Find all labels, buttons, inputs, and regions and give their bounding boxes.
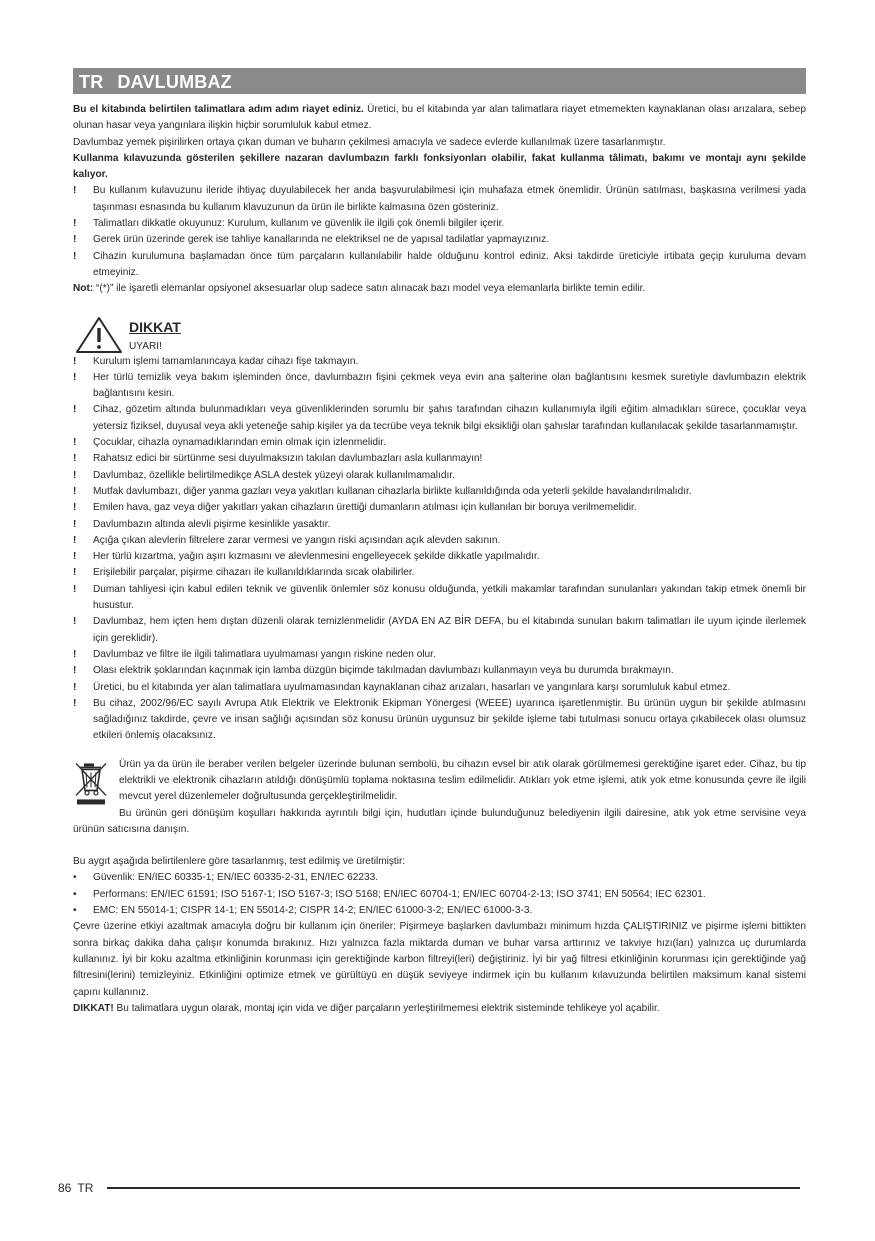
exclamation-mark: ! bbox=[73, 502, 77, 514]
list-item: ! Davlumbazın altında alevli pişirme kesinlikle yasaktır. bbox=[73, 517, 806, 533]
list-item: ! Talimatları dikkatle okuyunuz: Kurulum, kullanım ve güvenlik ile ilgili çok önemli bilgiler içerir. bbox=[73, 216, 806, 232]
exclamation-mark: ! bbox=[73, 437, 77, 449]
footer-language: TR bbox=[77, 1181, 94, 1195]
weee-section bbox=[73, 757, 806, 806]
intro-bold: Bu el kitabında belirtilen talimatlara adım adım riayet ediniz. bbox=[73, 104, 364, 115]
manual-page bbox=[73, 68, 806, 1017]
exclamation-mark: ! bbox=[73, 218, 77, 230]
language-code: TR bbox=[79, 72, 104, 92]
exclamation-mark: ! bbox=[73, 469, 77, 481]
list-item: ! Her türlü kızartma, yağın aşırı kızmasını ve alevlenmesini engelleyecek şekilde dikkatle yapılmalıdır. bbox=[73, 549, 806, 565]
exclamation-mark: ! bbox=[73, 250, 77, 262]
exclamation-mark: ! bbox=[73, 404, 77, 416]
list-item: ! Davlumbaz, özellikle belirtilmedikçe ASLA destek yüzeyi olarak kullanılmamalıdır. bbox=[73, 468, 806, 484]
intro-rest: Üretici, bu el kitabında yar alan talimatlara riayet etmemekten kaynaklanan olası arızalara, sebep olunan hasar veya yangınlara ilişkin hiçbir sorumluluk kabul etmez. bbox=[73, 104, 806, 132]
list-item: ! Açığa çıkan alevlerin filtrelere zarar vermesi ve yangın riski açısından açık alevden sakının. bbox=[73, 533, 806, 549]
list-item: ! Gerek ürün üzerinde gerek ise tahliye kanallarında ne elektriksel ne de yapısal tadilatlar yapmayızınız. bbox=[73, 232, 806, 248]
list-item: • Güvenlik: EN/IEC 60335-1; EN/IEC 60335-2-31, EN/IEC 62233. bbox=[73, 870, 806, 886]
exclamation-mark: ! bbox=[73, 234, 77, 246]
bullet: • bbox=[73, 905, 77, 917]
list-item: • Performans: EN/IEC 61591; ISO 5167-1; ISO 5167-3; ISO 5168; EN/IEC 60704-1; EN/IEC 60704-2-13; ISO 3741; EN 50564; IEC 62301. bbox=[73, 887, 806, 903]
page-footer bbox=[58, 1181, 800, 1195]
list-item: ! Erişilebilir parçalar, pişirme cihazarı ile kullanıldıklarında sıcak olabilirler. bbox=[73, 565, 806, 581]
bullet: • bbox=[73, 888, 77, 900]
section-header bbox=[73, 68, 806, 94]
list-item: ! Olası elektrik şoklarından kaçınmak için lamba düzgün biçimde takılmadan davlumbazı kullanmayın veya bu durumda bırakmayın. bbox=[73, 663, 806, 679]
intro-paragraph-1 bbox=[73, 102, 806, 135]
list-item: ! Cihaz, gözetim altında bulunmadıkları veya güvenliklerinden sorumlu bir şahıs tarafından cihazın kullanımıyla ilgili eğitim almadıkları sürece, çocuklar veya yetersiz fiziksel, duyusal veya akli yeteneğe sahip kişiler ya da tecrübe veya teknik bilgi eksikliği olan şahıslar tarafından kullanılacak şekilde tasarlanmamıştır. bbox=[73, 404, 806, 432]
document-body bbox=[73, 102, 806, 1017]
list-item: ! Emilen hava, gaz veya diğer yakıtları yakan cihazların ürettiği dumanların atılması için kullanılan bir boruya verilmemelidir. bbox=[73, 500, 806, 516]
exclamation-mark: ! bbox=[73, 551, 77, 563]
spacer bbox=[73, 838, 806, 854]
exclamation-mark: ! bbox=[73, 665, 77, 677]
list-item: • EMC: EN 55014-1; CISPR 14-1; EN 55014-2; CISPR 14-2; EN/IEC 61000-3-2; EN/IEC 61000-3-3. bbox=[73, 903, 806, 919]
list-item: ! Çocuklar, cihazla oynamadıklarından emin olmak için izlenmelidir. bbox=[73, 435, 806, 451]
bullet: • bbox=[73, 872, 77, 884]
list-item: ! Rahatsız edici bir sürtünme sesi duyulmaksızın takılan davlumbazları asla kullanmayın! bbox=[73, 451, 806, 467]
exclamation-mark: ! bbox=[73, 518, 77, 530]
exclamation-mark: ! bbox=[73, 485, 77, 497]
final-warning bbox=[73, 1001, 806, 1017]
warning-header bbox=[73, 316, 806, 354]
page-number: 86 bbox=[58, 1181, 72, 1195]
weee-paragraph-1: Ürün ya da ürün ile beraber verilen belgeler üzerinde bulunan sembolü, bu cihazın evsel bir atık olarak görülmemesi gerektiğine işaret eder. Cihaz, bu tip elektrikli ve elektronik cihazların atıldığı dönüşümlü toplama noktasına teslim edilmelidir. Atıkları yok etme işlemi, atık yok etme konusunda çevre ile ilgili mevcut yerel düzenlemeler doğrultusunda gerçekleştirilmelidir. bbox=[119, 758, 806, 803]
list-item: ! Üretici, bu el kitabında yer alan talimatlara uyulmamasından kaynaklanan cihaz arızaları, hasarları ve yangınlara karşı sorumluluk kabul etmez. bbox=[73, 680, 806, 696]
crossed-bin-icon bbox=[73, 757, 113, 806]
exclamation-mark: ! bbox=[73, 648, 77, 660]
exclamation-mark: ! bbox=[73, 185, 77, 197]
exclamation-mark: ! bbox=[73, 583, 77, 595]
list-item: ! Duman tahliyesi için kabul edilen teknik ve güvenlik önlemler söz konusu olduğunda, yetkili makamlar tarafından sunulanları yakından takip etmek önemli bir husustur. bbox=[73, 583, 806, 612]
final-warning-text: Bu talimatlara uygun olarak, montaj için vida ve diğer parçaların yerleştirilmemesi elektrik sisteminde tehlikeye yol açabilir. bbox=[113, 1002, 660, 1014]
exclamation-mark: ! bbox=[73, 567, 77, 579]
weee-paragraph-2: Bu ürünün geri dönüşüm koşulları hakkında ayrıntılı bilgi için, hudutları içinde bulunduğunuz belediyenin ilgili dairesine, atık yok etme servisine veya ürünün satıcısına danışın. bbox=[73, 807, 806, 835]
exclamation-mark: ! bbox=[73, 697, 77, 709]
exclamation-mark: ! bbox=[73, 534, 77, 546]
list-item: ! Davlumbaz, hem içten hem dıştan düzenli olarak temizlenmelidir (AYDA EN AZ BİR DEFA, bu el kitabında sunulan bakım talimatları ile uyum içinde ilerlemek için gereklidir). bbox=[73, 616, 806, 644]
eco-recommendations: Çevre üzerine etkiyi azaltmak amacıyla doğru bir kullanım için öneriler: Pişirmeye başlarken davlumbazı minimum hızda ÇALIŞTIRINIZ ve pişirme işlemi bittikten sonra birkaç dakika daha çalışır konumda bırakınız. Hızı yalnızca fazla miktarda duman ve buhar varsa arttırınız ve takviye hızı(ları) yalnızca uç durumlarda kullanınız. İyi bir koku azaltma etkinliğinin korunması için gerektiğinde karbon filtreyi(leri) değiştiriniz. İyi bir yağ filtresi etkinliğinin korunması için gerektiğinde yağ filtresini(lerini) temizleyiniz. Etkinliğini optimize etmek ve gürültüyü en düşük seviyeye indirmek için bu kullanım kılavuzunda belirtilen maksimum kanal sistemi çapını kullanınız. bbox=[73, 921, 806, 998]
exclamation-mark: ! bbox=[73, 681, 77, 693]
intro-list bbox=[73, 183, 806, 281]
standards-list bbox=[73, 870, 806, 919]
intro-paragraph-3: Kullanma kılavuzunda gösterilen şekillere nazaran davlumbazın farklı fonksiyonları olabilir, fakat kullanma tâlimatı, bakımı ve montajı aynı şekilde kalıyor. bbox=[73, 152, 806, 181]
warning-title: DIKKAT bbox=[129, 318, 181, 335]
exclamation-mark: ! bbox=[73, 355, 77, 367]
footer-rule bbox=[107, 1187, 800, 1189]
list-item: ! Davlumbaz ve filtre ile ilgili talimatlara uyulmaması yangın riskine neden olur. bbox=[73, 647, 806, 663]
warning-list bbox=[73, 354, 806, 745]
note-label: Not: bbox=[73, 283, 94, 295]
final-warning-label: DIKKAT! bbox=[73, 1002, 114, 1014]
warning-triangle-icon bbox=[75, 316, 123, 354]
exclamation-mark: ! bbox=[73, 453, 77, 465]
list-item: ! Bu kullanım kulavuzunu ileride ihtiyaç duyulabilecek her anda başvurulabilmesi için muhafaza etmek önemlidir. Ürünün satılması, başkasına verilmesi yada taşınması esnasında bu kullanım klavuzunun da ürün ile birlikte kalmasına özen gösteriniz. bbox=[73, 185, 806, 213]
exclamation-mark: ! bbox=[73, 616, 77, 628]
list-item: ! Mutfak davlumbazı, diğer yanma gazları veya yakıtları kullanan cihazlarla birlikte kullanıldığında oda yeterli şekilde havalandırılmalıdır. bbox=[73, 484, 806, 500]
section-title: DAVLUMBAZ bbox=[117, 72, 232, 92]
exclamation-mark: ! bbox=[73, 371, 77, 383]
note-text: “(*)” ile işaretli elemanlar opsiyonel aksesuarlar olup sadece satın alınacak bazı model veya elemanlarla birlikte temin edilir. bbox=[93, 283, 646, 295]
standards-intro: Bu aygıt aşağıda belirtilenlere göre tasarlanmış, test edilmiş ve üretilmiştir: bbox=[73, 856, 406, 868]
note bbox=[73, 281, 806, 297]
intro-paragraph-2: Davlumbaz yemek pişirilirken ortaya çıkan duman ve buharın çekilmesi amacıyla ve sadece evlerde kullanılmak üzere tasarlanmıştır. bbox=[73, 136, 666, 148]
list-item: ! Her türlü temizlik veya bakım işleminden önce, davlumbazın fişini çekmek veya evin ana şalterine olan bağlantısını kesmek suretiyle davlumbazın elektrik bağlantısını kesin. bbox=[73, 371, 806, 400]
list-item: ! Kurulum işlemi tamamlanıncaya kadar cihazı fişe takmayın. bbox=[73, 354, 806, 370]
list-item: ! Bu cihaz, 2002/96/EC sayılı Avrupa Atık Elektrik ve Elektronik Ekipman Yönergesi (WEEE) uyarınca işaretlenmiştir. Bu ürünün uygun bir şekilde atılmasını sağladığınız takdirde, çevre ve insan sağlığı açısından söz konusu ürünün uygunsuz bir şekilde işleme tabi tutulması sonucu ortaya çıkabilecek olası olumsuz etkileri önlemiş olacaksınız. bbox=[73, 697, 806, 742]
weee-text bbox=[119, 757, 806, 806]
warning-subtitle: UYARI! bbox=[129, 340, 162, 352]
list-item: ! Cihazin kurulumuna başlamadan önce tüm parçaların kullanılabilir halde olduğunu kontrol ediniz. Aksi takdirde üreticiyle irtibata geçip kuruluma devam etmeyiniz. bbox=[73, 250, 806, 278]
warning-titles bbox=[129, 316, 181, 354]
